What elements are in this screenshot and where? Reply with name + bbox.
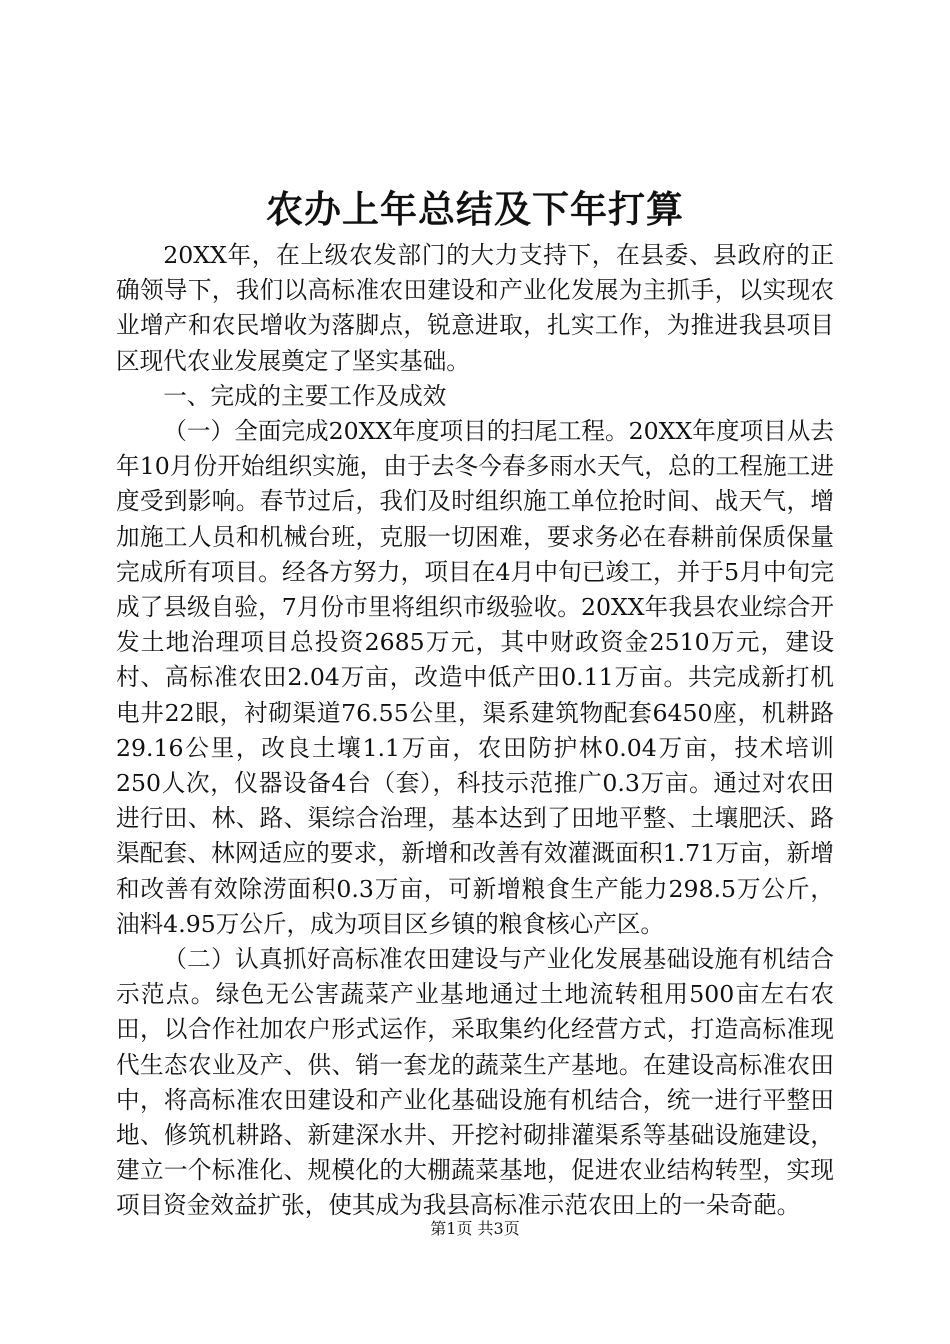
page-footer: 第1页 共3页	[430, 1219, 520, 1238]
document-title: 农办上年总结及下年打算	[266, 187, 684, 231]
section-2-paragraph: （二）认真抓好高标准农田建设与产业化发展基础设施有机结合示范点。绿色无公害蔬菜产业基地通过土地流转租用500亩左右农田，以合作社加农户形式运作，采取集约化经营方式，打造高标准现代生态农业及产、供、销一套龙的蔬菜生产基地。在建设高标准农田中，将高标准农田建设和产业化基础设施有机结合，统一进行平整田地、修筑机耕路、新建深水井、开挖衬砌排灌渠系等基础设施建设，建立一个标准化、规模化的大棚蔬菜基地，促进农业结构转型，实现项目资金效益扩张，使其成为我县高标准示范农田上的一朵奇葩。	[116, 945, 834, 1220]
section-1-paragraph: （一）全面完成20XX年度项目的扫尾工程。20XX年度项目从去年10月份开始组织实施，由于去冬今春多雨水天气，总的工程施工进度受到影响。春节过后，我们及时组织施工单位抢时间、战天气，增加施工人员和机械台班，克服一切困难，要求务必在春耕前保质保量完成所有项目。经各方努力，项目在4月中旬已竣工，并于5月中旬完成了县级自验，7月份市里将组织市级验收。20XX年我县农业综合开发土地治理项目总投资2685万元，其中财政资金2510万元，建设村、高标准农田2.04万亩，改造中低产田0.11万亩。共完成新打机电井22眼，衬砌渠道76.55公里，渠系建筑物配套6450座，机耕路29.16公里，改良土壤1.1万亩，农田防护林0.04万亩，技术培训250人次，仪器设备4台（套），科技示范推广0.3万亩。通过对农田进行田、林、路、渠综合治理，基本达到了田地平整、土壤肥沃、路渠配套、林网适应的要求，新增和改善有效灌溉面积1.71万亩，新增和改善有效除涝面积0.3万亩，可新增粮食生产能力298.5万公斤，油料4.95万公斤，成为项目区乡镇的粮食核心产区。	[116, 417, 834, 938]
document-body	[116, 238, 834, 1224]
section-heading: 一、完成的主要工作及成效	[163, 381, 447, 410]
intro-paragraph: 20XX年，在上级农发部门的大力支持下，在县委、县政府的正确领导下，我们以高标准农田建设和产业化发展为主抓手，以实现农业增产和农民增收为落脚点，锐意进取，扎实工作，为推进我县项目区现代农业发展奠定了坚实基础。	[116, 241, 834, 375]
